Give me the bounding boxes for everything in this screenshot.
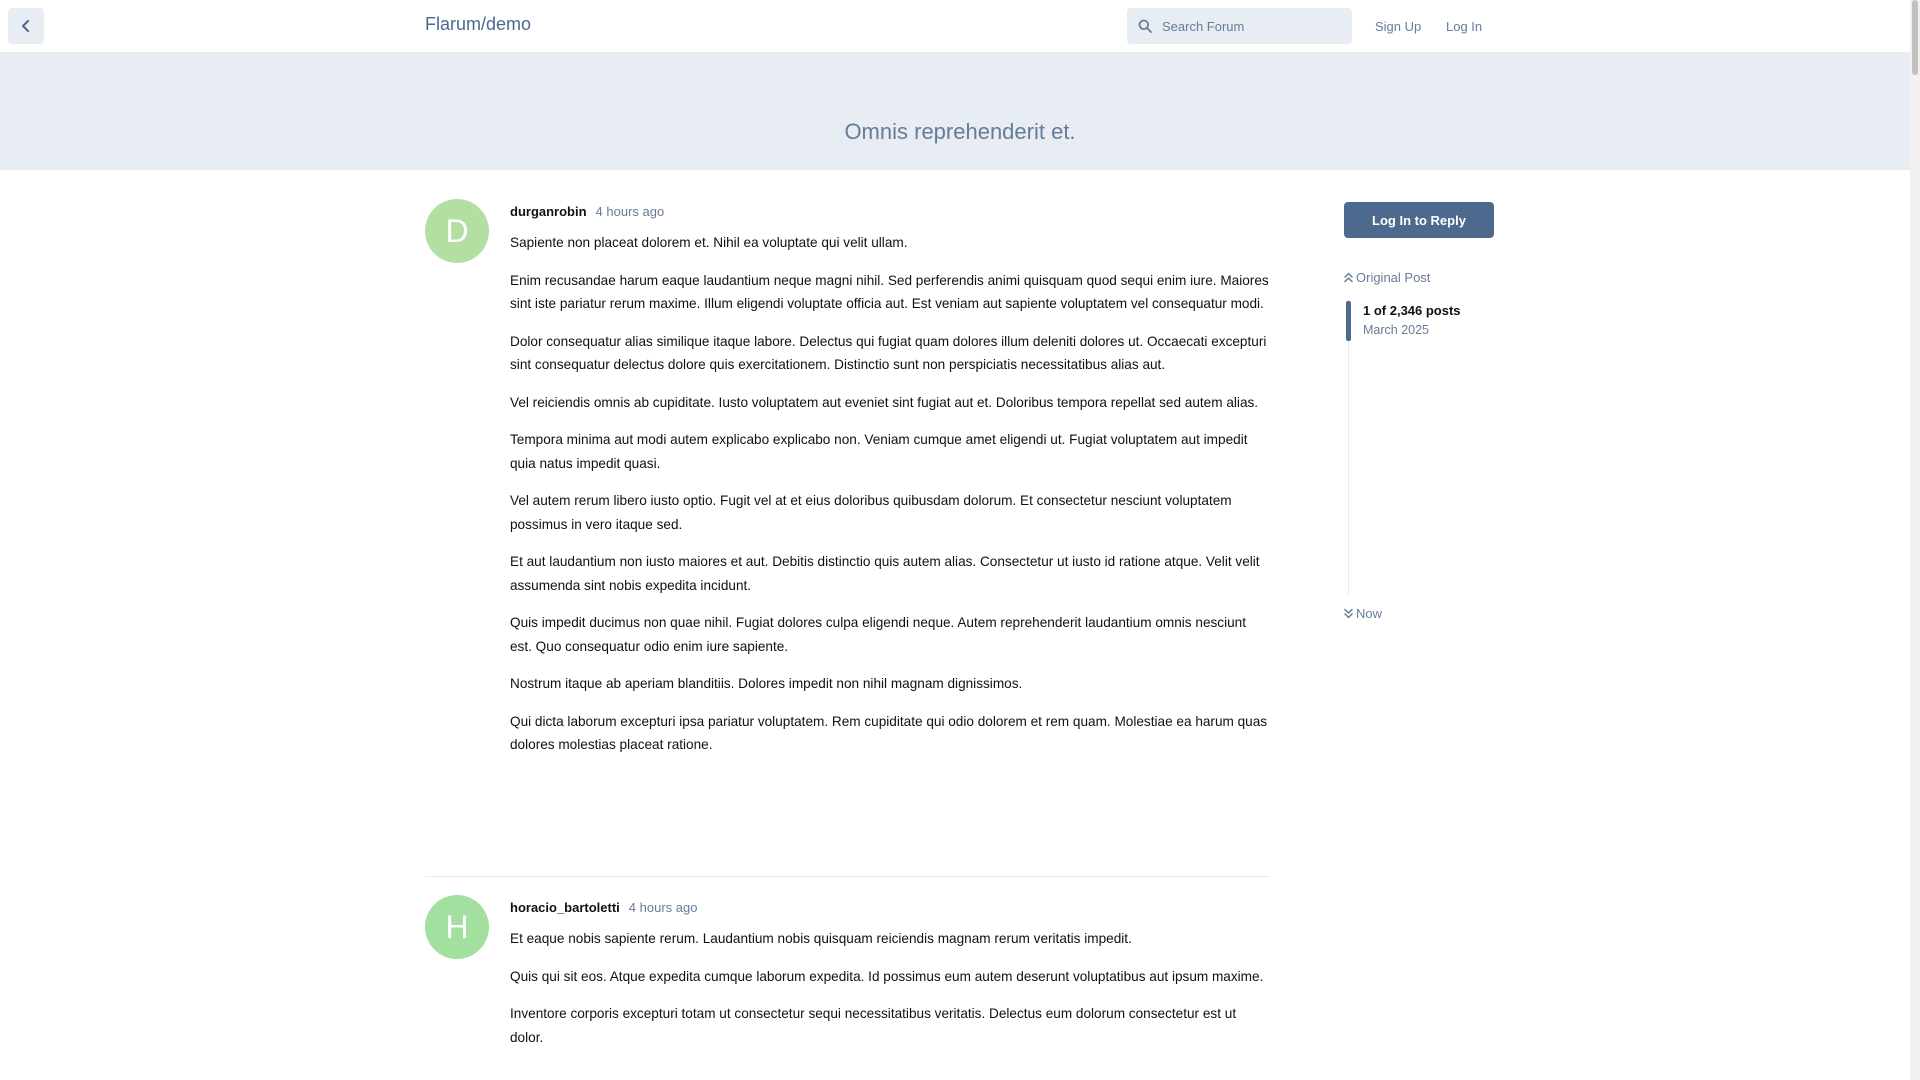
original-post-label: Original Post [1356,270,1431,285]
avatar[interactable] [425,199,489,263]
post-paragraph: Sapiente non placeat dolorem et. Nihil ea voluptate qui velit ullam. [510,235,908,250]
post-divider [425,876,1270,877]
avatar-letter: D [445,212,469,249]
scrubber-info [1363,303,1461,337]
scrubber-now[interactable] [1344,606,1382,621]
scrubber-post-count: 1 of 2,346 posts [1363,303,1461,318]
post-meta [510,895,1270,919]
avatar-letter: H [445,908,469,945]
back-button[interactable] [8,8,44,44]
post-username[interactable]: durganrobin [510,203,587,219]
double-chevron-down-icon [1344,608,1353,619]
post-paragraph: Vel reiciendis omnis ab cupiditate. Iusto voluptatem aut eveniet sint fugiat aut et. Doloribus tempora repellat sed autem alias. [510,394,1259,410]
discussion-hero [0,52,1920,170]
discussion-title: Omnis reprehenderit et. [844,119,1076,144]
scrubber-track[interactable] [1348,300,1349,596]
post-paragraph: Qui dicta laborum excepturi ipsa pariatur voluptatem. Rem cupiditate qui odio dolorem et rem quam. Molestiae ea harum quas dolores molestias placeat ratione. [510,713,1268,752]
scrubber-handle[interactable] [1346,301,1351,341]
post-paragraph: Nostrum itaque ab aperiam blanditiis. Dolores impedit non nihil magnam dignissimos. [510,676,1023,691]
post-paragraph: Quis qui sit eos. Atque expedita cumque laborum expedita. Id possimus eum autem deserunt voluptatibus aut ipsum maxime. [510,968,1264,984]
post-body [510,199,1270,771]
post-timestamp[interactable]: 4 hours ago [595,203,665,219]
post-meta [510,199,1270,223]
post-body [510,895,1270,1063]
post-paragraph: Enim recusandae harum eaque laudantium neque magni nihil. Sed perferendis animi quisquam quod sequi enim iure. Maiores sint iste pariatur rerum maxime. Illum eligendi voluptate officia aut. Est veniam aut sapiente voluptatem vel consequatur modi. [510,272,1269,311]
post-paragraph: Et eaque nobis sapiente rerum. Laudantium nobis quisquam reiciendis magnam rerum veritatis impedit. [510,931,1132,946]
search-icon [1138,19,1152,33]
search-input[interactable] [1162,19,1342,34]
forum-brand-link[interactable]: Flarum/demo [425,14,532,34]
post-paragraph: Vel autem rerum libero iusto optio. Fugit vel at et eius doloribus quibusdam dolorum. Et consectetur nesciunt voluptatem possimus in vero itaque sed. [510,493,1232,532]
page-scrollbar-thumb[interactable] [1912,0,1918,75]
double-chevron-up-icon [1344,272,1353,283]
sign-up-link[interactable]: Sign Up [1375,19,1422,34]
scrubber-original-post[interactable] [1344,270,1430,285]
now-label: Now [1356,606,1383,621]
post-paragraph: Tempora minima aut modi autem explicabo explicabo non. Veniam cumque amet eligendi ut. Fugiat voluptatem aut impedit quia natus impedit quasi. [510,432,1248,471]
log-in-link[interactable]: Log In [1446,19,1483,34]
post-paragraph: Quis impedit ducimus non quae nihil. Fugiat dolores culpa eligendi neque. Autem reprehenderit laudantium omnis nesciunt est. Quo consequatur odio enim iure sapiente. [510,615,1247,654]
chevron-left-icon [20,20,32,32]
post-paragraph: Dolor consequatur alias similique itaque labore. Delectus qui fugiat quam dolores illum deleniti dolores ut. Occaecati excepturi sint consequatur delectus dolore quis exercitationem. Distinctio sunt non perspiciatis necessitatibus alias aut. [510,333,1267,372]
scrubber-post-date: March 2025 [1363,323,1430,337]
page-scrollbar[interactable] [1910,0,1920,1080]
post-paragraph: Inventore corporis excepturi totam ut consectetur sequi necessitatibus veritatis. Delectus eum dolorum consectetur est ut dolor. [510,1006,1237,1045]
search-box[interactable] [1127,8,1352,44]
post-timestamp[interactable]: 4 hours ago [628,899,698,915]
post-username[interactable]: horacio_bartoletti [510,899,620,915]
top-header [0,0,1920,52]
log-in-to-reply-button[interactable]: Log In to Reply [1344,202,1494,238]
post-paragraph: Et aut laudantium non iusto maiores et aut. Debitis distinctio quis autem alias. Consectetur ut iusto id ratione atque. Velit velit assumenda sint nobis expedita incidunt. [510,554,1260,593]
avatar[interactable] [425,895,489,959]
